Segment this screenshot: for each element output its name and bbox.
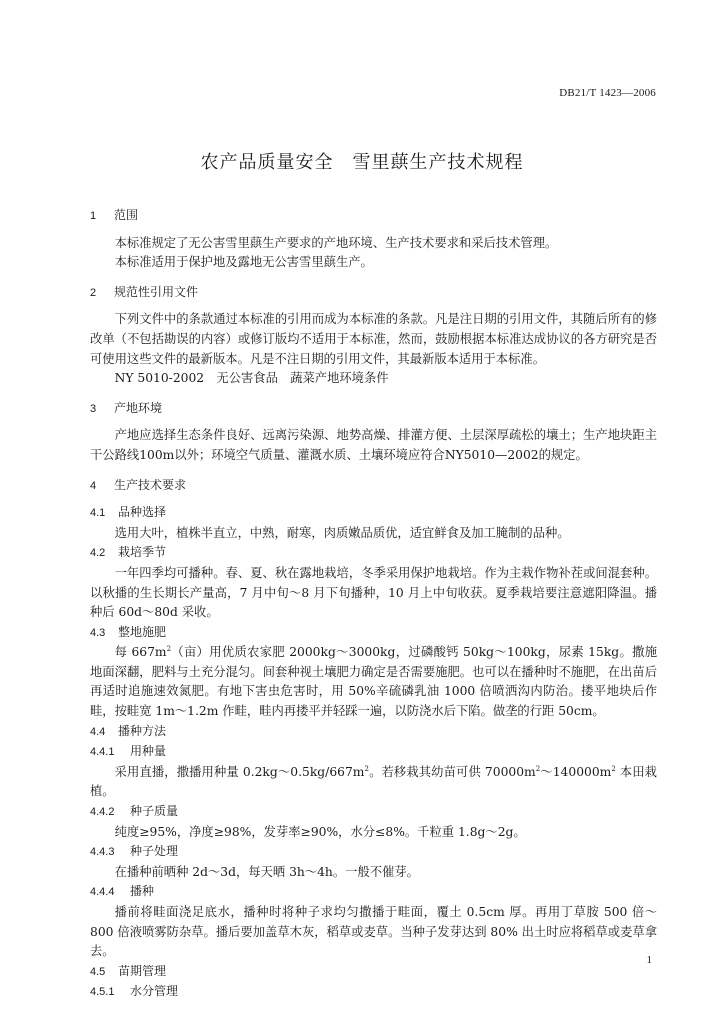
- paragraph: 一年四季均可播种。春、夏、秋在露地栽培，冬季采用保护地栽培。作为主栽作物补茬或间混套种。以秋播的生长期长产量高，7 月中旬～8 月下旬播种，10 月上中旬收获。夏季栽培要注意遮阳降温。播种后 60d～80d 采收。: [90, 565, 657, 620]
- section-heading: [90, 206, 657, 227]
- subsection-number: 4.3: [90, 626, 106, 639]
- document-title: 农产品质量安全 雪里蕻生产技术规程: [200, 152, 524, 173]
- subsection-title: 播种方法: [118, 723, 167, 738]
- subsubsection-heading: [90, 842, 657, 863]
- text-run: 本田栽植。: [90, 764, 657, 799]
- subsection-heading: [90, 722, 657, 743]
- superscript: 2: [535, 764, 541, 773]
- paragraph: 产地应选择生态条件良好、远离污染源、地势高燥、排灌方便、土层深厚疏松的壤土；生产地块距主干公路线100m以外；环境空气质量、灌溉水质、土壤环境应符合NY5010—2002的规定。: [90, 428, 657, 462]
- subsubsection-number: 4.4.1: [90, 746, 115, 759]
- subsubsection-number: 4.5.1: [90, 986, 115, 999]
- text-run: 每 667m: [114, 645, 167, 660]
- superscript: 2: [166, 645, 172, 654]
- paragraph: 下列文件中的条款通过本标准的引用而成为本标准的条款。凡是注日期的引用文件，其随后所有的修改单（不包括勘误的内容）或修订版均不适用于本标准，然而，鼓励根据本标准达成协议的各方研究是否可使用这些文件的最新版本。凡是不注日期的引用文件，其最新版本适用于本标准。: [90, 312, 657, 366]
- section-heading: [90, 283, 657, 304]
- subsubsection-title: 播种: [130, 884, 155, 899]
- paragraph: 纯度≥95%，净度≥98%，发芽率≥90%，水分≤8%。千粒重 1.8g～2g。: [114, 824, 526, 839]
- section-title: 产地环境: [114, 400, 163, 415]
- subsection-title: 栽培季节: [118, 545, 167, 560]
- section-number: 1: [90, 210, 97, 222]
- text-run: 。若移栽其幼苗可供 70000m: [368, 764, 536, 779]
- paragraph: 本标准适用于保护地及露地无公害雪里蕻生产。: [114, 255, 373, 270]
- section-number: 3: [90, 402, 97, 415]
- subsection-title: 苗期管理: [118, 963, 167, 978]
- subsection-number: 4.4: [90, 725, 106, 738]
- superscript: 2: [611, 764, 616, 773]
- subsubsection-heading: [90, 802, 657, 823]
- paragraph: [90, 763, 657, 802]
- subsubsection-title: 水分管理: [130, 984, 179, 999]
- document-body: [90, 206, 657, 1003]
- section-number: 4: [90, 479, 97, 492]
- subsubsection-heading: [90, 742, 657, 763]
- section-title: 生产技术要求: [114, 477, 187, 492]
- paragraph: [90, 643, 657, 721]
- page-number: 1: [646, 954, 652, 966]
- subsubsection-heading: [90, 982, 657, 1003]
- paragraph: 本标准规定了无公害雪里蕻生产要求的产地环境、生产技术要求和采后技术管理。: [114, 235, 558, 250]
- subsubsection-heading: [90, 882, 657, 903]
- subsection-title: 整地施肥: [118, 624, 167, 639]
- subsubsection-title: 种子质量: [130, 804, 179, 819]
- subsection-heading: [90, 962, 657, 983]
- subsubsection-title: 用种量: [130, 744, 167, 759]
- section-number: 2: [90, 286, 97, 299]
- paragraph: 在播种前晒种 2d～3d，每天晒 3h～4h。一般不催芽。: [114, 864, 419, 879]
- text-run: 采用直播，撒播用种量 0.2kg～0.5kg/667m: [114, 764, 365, 779]
- subsubsection-number: 4.4.4: [90, 886, 115, 899]
- subsection-title: 品种选择: [118, 505, 167, 520]
- subsubsection-number: 4.4.3: [90, 846, 115, 859]
- subsubsection-number: 4.4.2: [90, 806, 115, 819]
- section-title: 范围: [114, 208, 139, 222]
- subsection-heading: [90, 623, 657, 644]
- section-heading: [90, 399, 657, 420]
- subsection-heading: [90, 543, 657, 564]
- subsubsection-title: 种子处理: [130, 844, 179, 859]
- text-run: ～140000m: [540, 764, 612, 779]
- subsection-number: 4.1: [90, 507, 106, 520]
- text-run: （亩）用优质农家肥 2000kg～3000kg，过磷酸钙 50kg～100kg，尿素 15kg。撒施地面深翻，肥料与土充分混匀。间套种视土壤肥力确定是否需要施肥。也可以在播种时不施肥，在出苗后再适时追施速效氮肥。有地下害虫危害时，用 50%辛硫磷乳油 1000 倍喷洒沟内防治。搂平地块后作畦，按畦宽 1m～1.2m 作畦，畦内再搂平并轻踩一遍，以防浇水后下陷。做垄的行距 50cm。: [90, 645, 658, 719]
- section-title: 规范性引用文件: [114, 284, 199, 299]
- subsection-heading: [90, 503, 657, 524]
- section-heading: [90, 476, 657, 497]
- superscript: 2: [364, 764, 369, 773]
- subsection-number: 4.2: [90, 547, 106, 560]
- subsection-number: 4.5: [90, 965, 106, 978]
- standard-code: DB21/T 1423—2006: [559, 87, 656, 99]
- paragraph: 播前将畦面浇足底水，播种时将种子求均匀撒播于畦面，覆土 0.5cm 厚。再用丁草胺 500 倍～800 倍液喷雾防杂草。播后要加盖草木灰，稻草或麦草。当种子发芽达到 80% 出土时应将稻草或麦草拿去。: [90, 905, 657, 959]
- paragraph: 选用大叶，植株半直立，中熟，耐寒，肉质嫩品质优，适宜鲜食及加工腌制的品种。: [114, 525, 570, 540]
- reference-item: NY 5010-2002 无公害食品 蔬菜产地环境条件: [114, 371, 389, 386]
